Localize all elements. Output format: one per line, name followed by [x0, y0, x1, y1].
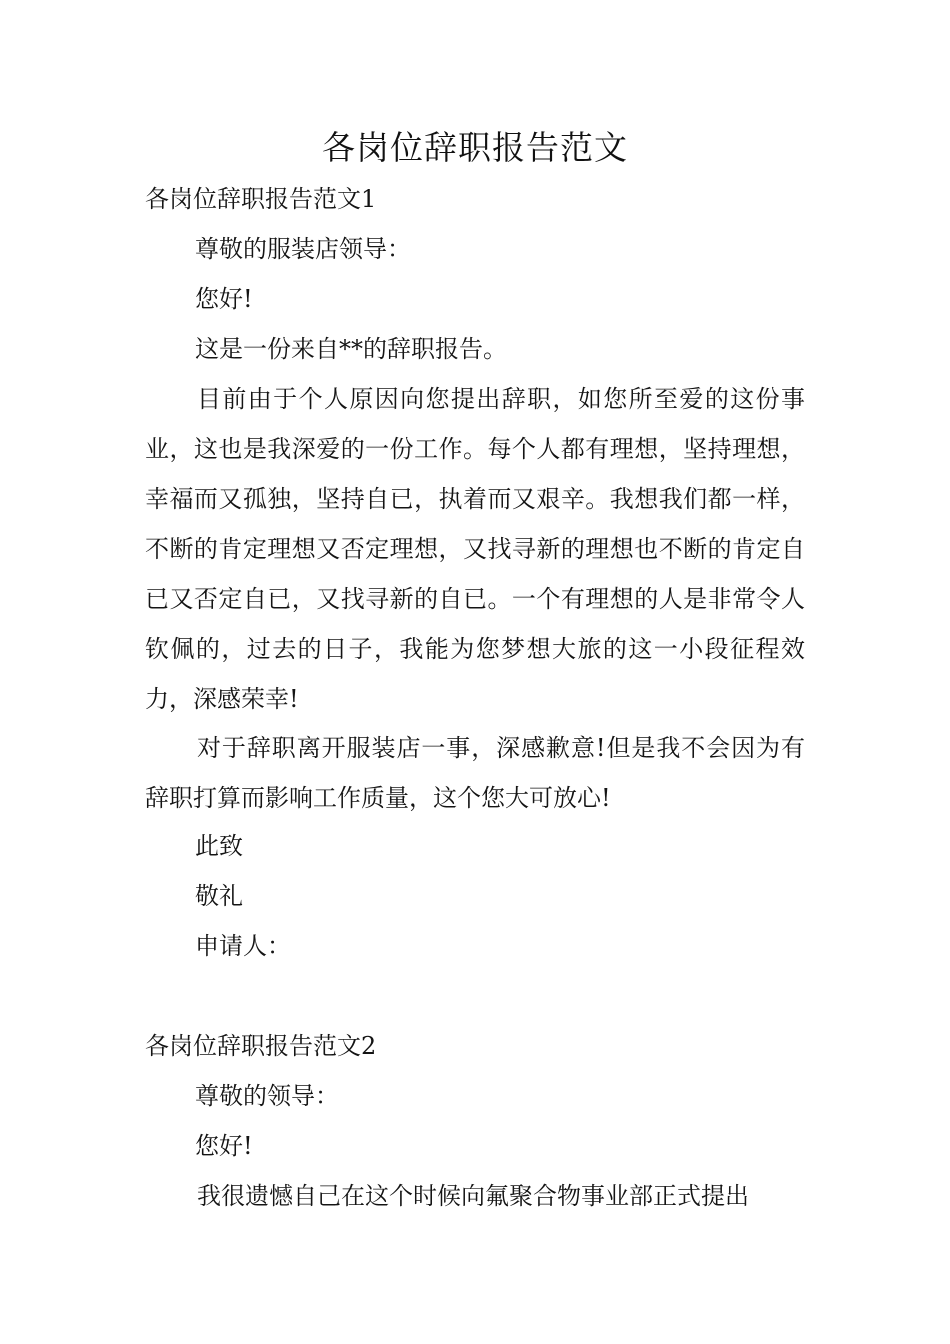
section-1-intro: 这是一份来自**的辞职报告。	[195, 335, 507, 363]
section-1-signature: 申请人：	[195, 932, 291, 960]
document-title: 各岗位辞职报告范文	[322, 128, 628, 167]
section-1-paragraph-2: 对于辞职离开服装店一事，深感歉意!但是我不会因为有辞职打算而影响工作质量，这个您大可放心!	[145, 734, 805, 812]
section-1-paragraph-1: 目前由于个人原因向您提出辞职，如您所至爱的这份事业，这也是我深爱的一份工作。每个人都有理想，坚持理想，幸福而又孤独，坚持自已，执着而又艰辛。我想我们都一样，不断的肯定理想又否定理想，又找寻新的理想也不断的肯定自已又否定自已，又找寻新的自已。一个有理想的人是非常令人钦佩的，过去的日子，我能为您梦想大旅的这一小段征程效力，深感荣幸!	[145, 385, 805, 713]
section-2-salutation: 尊敬的领导：	[195, 1082, 339, 1110]
section-1-salutation: 尊敬的服装店领导：	[195, 235, 411, 263]
section-2-paragraph-1: 我很遗憾自己在这个时候向氟聚合物事业部正式提出	[197, 1182, 749, 1210]
section-1-closing-2: 敬礼	[195, 882, 243, 910]
section-2-greeting: 您好!	[195, 1132, 253, 1160]
section-1-closing-1: 此致	[195, 832, 243, 860]
section-2-heading: 各岗位辞职报告范文2	[145, 1032, 377, 1060]
section-1-greeting: 您好!	[195, 285, 253, 313]
section-1-heading: 各岗位辞职报告范文1	[145, 185, 377, 213]
